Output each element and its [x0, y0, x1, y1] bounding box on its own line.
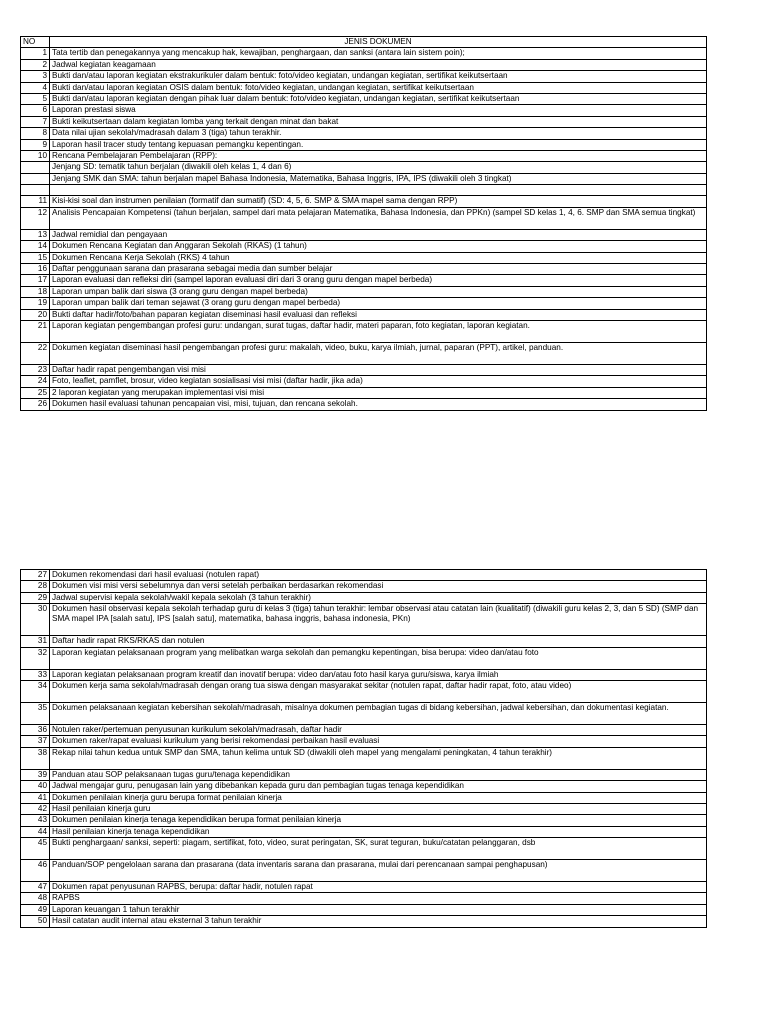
- document-description: Bukti daftar hadir/foto/bahan paparan kegiatan diseminasi hasil evaluasi dan refleksi: [50, 309, 707, 320]
- row-number: 48: [21, 893, 50, 904]
- row-number: 16: [21, 264, 50, 275]
- row-number: 14: [21, 241, 50, 252]
- document-description: Kisi-kisi soal dan instrumen penilaian (formatif dan sumatif) (SD: 4, 5, 6. SMP & SMA mapel sama dengan RPP): [50, 196, 707, 207]
- table-row: [21, 309, 707, 320]
- document-description: Dokumen Rencana Kerja Sekolah (RKS) 4 tahun: [50, 252, 707, 263]
- row-number: 15: [21, 252, 50, 263]
- table-row: [21, 275, 707, 286]
- table-row: [21, 229, 707, 240]
- table-row: [21, 826, 707, 837]
- document-description: Jadwal mengajar guru, penugasan lain yang dibebankan kepada guru dan pembagian tugas tenaga kependidikan: [50, 781, 707, 792]
- table-row: [21, 185, 707, 196]
- document-description: Jadwal remidial dan pengayaan: [50, 229, 707, 240]
- row-number: 32: [21, 647, 50, 669]
- document-description: Daftar penggunaan sarana dan prasarana sebagai media dan sumber belajar: [50, 264, 707, 275]
- table-row: [21, 150, 707, 161]
- table-row: [21, 196, 707, 207]
- table-row: [21, 860, 707, 882]
- row-number: 28: [21, 581, 50, 592]
- table-row: [21, 680, 707, 702]
- row-number: 41: [21, 792, 50, 803]
- table-row: [21, 71, 707, 82]
- table-row: [21, 116, 707, 127]
- table-row: [21, 399, 707, 410]
- table-row: [21, 320, 707, 342]
- document-description: Dokumen pelaksanaan kegiatan kebersihan sekolah/madrasah, misalnya dokumen pembagian tugas di bidang kebersihan, jadwal kebersihan, dan dokumentasi kegiatan.: [50, 702, 707, 724]
- table-header-row: [21, 37, 707, 48]
- document-description: Dokumen hasil evaluasi tahunan pencapaian visi, misi, tujuan, dan rencana sekolah.: [50, 399, 707, 410]
- table-row: [21, 636, 707, 647]
- document-description: Laporan umpan balik dari siswa (3 orang guru dengan mapel berbeda): [50, 286, 707, 297]
- document-description: Hasil penilaian kinerja guru: [50, 803, 707, 814]
- document-description: Dokumen hasil observasi kepala sekolah terhadap guru di kelas 3 (tiga) tahun terakhir: lembar observasi atau catatan lain (kualitatif) (diwakili guru kelas 2, 3, dan 5 SD) (SMP dan SMA mapel IPA [salah satu], IPS [salah satu], matematika, bahasa inggris, bahasa indonesia, PKn): [50, 604, 707, 636]
- document-description: Analisis Pencapaian Kompetensi (tahun berjalan, sampel dari mata pelajaran Matematika, Bahasa Indonesia, dan PPKn) (sampel SD kelas 1, 4, 6. SMP dan SMA semua tingkat): [50, 207, 707, 229]
- document-description: Bukti keikutsertaan dalam kegiatan lomba yang terkait dengan minat dan bakat: [50, 116, 707, 127]
- row-number: 5: [21, 93, 50, 104]
- document-description: Jenjang SMK dan SMA: tahun berjalan mapel Bahasa Indonesia, Matematika, Bahasa Inggris, IPA, IPS (diwakili oleh 3 tingkat): [50, 173, 707, 184]
- document-description: Hasil penilaian kinerja tenaga kependidikan: [50, 826, 707, 837]
- table-row: [21, 342, 707, 364]
- row-number: 23: [21, 364, 50, 375]
- table-row: [21, 207, 707, 229]
- table-row: [21, 364, 707, 375]
- row-number: 42: [21, 803, 50, 814]
- row-number: 46: [21, 860, 50, 882]
- table-row: [21, 702, 707, 724]
- table-row: [21, 815, 707, 826]
- row-number: 19: [21, 298, 50, 309]
- document-description: Panduan atau SOP pelaksanaan tugas guru/tenaga kependidikan: [50, 769, 707, 780]
- row-number: 40: [21, 781, 50, 792]
- row-number: 7: [21, 116, 50, 127]
- table-row: [21, 387, 707, 398]
- table-row: [21, 48, 707, 59]
- table-row: [21, 264, 707, 275]
- document-description: Dokumen visi misi versi sebelumnya dan versi setelah perbaikan berdasarkan rekomendasi: [50, 581, 707, 592]
- document-description: Rencana Pembelajaran Pembelajaran (RPP):: [50, 150, 707, 161]
- document-description: Data nilai ujian sekolah/madrasah dalam 3 (tiga) tahun terakhir.: [50, 128, 707, 139]
- document-description: Laporan kegiatan pengembangan profesi guru: undangan, surat tugas, daftar hadir, materi paparan, foto kegiatan, laporan kegiatan.: [50, 320, 707, 342]
- document-description: 2 laporan kegiatan yang merupakan implementasi visi misi: [50, 387, 707, 398]
- table-row: [21, 803, 707, 814]
- row-number: 45: [21, 838, 50, 860]
- row-number: 6: [21, 105, 50, 116]
- row-number: 2: [21, 59, 50, 70]
- row-number: 20: [21, 309, 50, 320]
- row-number: 49: [21, 904, 50, 915]
- document-description: RAPBS: [50, 893, 707, 904]
- document-description: Jenjang SD: tematik tahun berjalan (diwakili oleh kelas 1, 4 dan 6): [50, 162, 707, 173]
- table-row: [21, 592, 707, 603]
- row-number: 3: [21, 71, 50, 82]
- table-row: [21, 82, 707, 93]
- row-number: 50: [21, 916, 50, 927]
- document-description: Tata tertib dan penegakannya yang mencakup hak, kewajiban, penghargaan, dan sanksi (antara lain sistem poin);: [50, 48, 707, 59]
- row-number: [21, 185, 50, 196]
- row-number: 1: [21, 48, 50, 59]
- row-number: 35: [21, 702, 50, 724]
- document-description: Daftar hadir rapat RKS/RKAS dan notulen: [50, 636, 707, 647]
- table-row: [21, 647, 707, 669]
- document-description: Dokumen kerja sama sekolah/madrasah dengan orang tua siswa dengan masyarakat sekitar (notulen rapat, daftar hadir rapat, foto, atau video): [50, 680, 707, 702]
- document-description: Jadwal supervisi kepala sekolah/wakil kepala sekolah (3 tahun terakhir): [50, 592, 707, 603]
- document-description: Laporan kegiatan pelaksanaan program kreatif dan inovatif berupa: video dan/atau foto hasil karya guru/siswa, karya ilmiah: [50, 669, 707, 680]
- document-description: Dokumen penilaian kinerja guru berupa format penilaian kinerja: [50, 792, 707, 803]
- row-number: [21, 173, 50, 184]
- row-number: 9: [21, 139, 50, 150]
- row-number: 31: [21, 636, 50, 647]
- document-description: Laporan umpan balik dari teman sejawat (3 orang guru dengan mapel berbeda): [50, 298, 707, 309]
- row-number: 38: [21, 747, 50, 769]
- row-number: 39: [21, 769, 50, 780]
- table-row: [21, 173, 707, 184]
- document-description: Dokumen rapat penyusunan RAPBS, berupa: daftar hadir, notulen rapat: [50, 882, 707, 893]
- table-row: [21, 747, 707, 769]
- row-number: 44: [21, 826, 50, 837]
- document-description: Dokumen penilaian kinerja tenaga kependidikan berupa format penilaian kinerja: [50, 815, 707, 826]
- header-title: JENIS DOKUMEN: [50, 37, 707, 48]
- row-number: [21, 162, 50, 173]
- document-description: Laporan prestasi siswa: [50, 105, 707, 116]
- table-row: [21, 724, 707, 735]
- table-row: [21, 769, 707, 780]
- table-row: [21, 882, 707, 893]
- table-row: [21, 241, 707, 252]
- row-number: 27: [21, 570, 50, 581]
- document-description: Bukti penghargaan/ sanksi, seperti: piagam, sertifikat, foto, video, surat peringatan, SK, surat teguran, buku/catatan pelanggaran, dsb: [50, 838, 707, 860]
- table-row: [21, 162, 707, 173]
- document-description: Dokumen raker/rapat evaluasi kurikulum yang berisi rekomendasi perbaikan hasil evaluasi: [50, 736, 707, 747]
- row-number: 26: [21, 399, 50, 410]
- table-row: [21, 604, 707, 636]
- row-number: 11: [21, 196, 50, 207]
- table-row: [21, 286, 707, 297]
- row-number: 18: [21, 286, 50, 297]
- document-description: Bukti dan/atau laporan kegiatan OSIS dalam bentuk: foto/video kegiatan, undangan kegiatan, sertifikat keikutsertaan: [50, 82, 707, 93]
- row-number: 29: [21, 592, 50, 603]
- row-number: 4: [21, 82, 50, 93]
- document-description: Laporan kegiatan pelaksanaan program yang melibatkan warga sekolah dan pemangku kepentingan, bisa berupa: video dan/atau foto: [50, 647, 707, 669]
- table-row: [21, 581, 707, 592]
- table-row: [21, 105, 707, 116]
- document-description: Laporan keuangan 1 tahun terakhir: [50, 904, 707, 915]
- row-number: 33: [21, 669, 50, 680]
- row-number: 47: [21, 882, 50, 893]
- document-description: Bukti dan/atau laporan kegiatan ekstrakurikuler dalam bentuk: foto/video kegiatan, undangan kegiatan, sertifikat keikutsertaan: [50, 71, 707, 82]
- row-number: 30: [21, 604, 50, 636]
- header-no: NO: [21, 37, 50, 48]
- row-number: 43: [21, 815, 50, 826]
- document-description: Laporan hasil tracer study tentang kepuasan pemangku kepentingan.: [50, 139, 707, 150]
- document-description: [50, 185, 707, 196]
- document-description: Rekap nilai tahun kedua untuk SMP dan SMA, tahun kelima untuk SD (diwakili oleh mapel yang mengalami peningkatan, 4 tahun terakhir): [50, 747, 707, 769]
- table-row: [21, 570, 707, 581]
- table-row: [21, 736, 707, 747]
- row-number: 8: [21, 128, 50, 139]
- table-row: [21, 916, 707, 927]
- table-row: [21, 838, 707, 860]
- row-number: 36: [21, 724, 50, 735]
- row-number: 37: [21, 736, 50, 747]
- table-row: [21, 93, 707, 104]
- row-number: 17: [21, 275, 50, 286]
- document-description: Jadwal kegiatan keagamaan: [50, 59, 707, 70]
- table-row: [21, 792, 707, 803]
- table-row: [21, 128, 707, 139]
- table-row: [21, 376, 707, 387]
- row-number: 13: [21, 229, 50, 240]
- document-description: Dokumen rekomendasi dari hasil evaluasi (notulen rapat): [50, 570, 707, 581]
- table-row: [21, 252, 707, 263]
- document-description: Bukti dan/atau laporan kegiatan dengan pihak luar dalam bentuk: foto/video kegiatan, undangan kegiatan, sertifikat keikutsertaan: [50, 93, 707, 104]
- document-description: Hasil catatan audit internal atau eksternal 3 tahun terakhir: [50, 916, 707, 927]
- row-number: 21: [21, 320, 50, 342]
- table-row: [21, 893, 707, 904]
- document-description: Laporan evaluasi dan refleksi diri (sampel laporan evaluasi diri dari 3 orang guru dengan mapel berbeda): [50, 275, 707, 286]
- document-description: Panduan/SOP pengelolaan sarana dan prasarana (data inventaris sarana dan prasarana, mulai dari perencanaan sampai penghapusan): [50, 860, 707, 882]
- row-number: 22: [21, 342, 50, 364]
- document-description: Foto, leaflet, pamflet, brosur, video kegiatan sosialisasi visi misi (daftar hadir, jika ada): [50, 376, 707, 387]
- row-number: 10: [21, 150, 50, 161]
- row-number: 12: [21, 207, 50, 229]
- table-row: [21, 669, 707, 680]
- document-table-1: [20, 36, 707, 411]
- row-number: 25: [21, 387, 50, 398]
- row-number: 24: [21, 376, 50, 387]
- document-table-2: [20, 569, 707, 928]
- table-row: [21, 298, 707, 309]
- table-row: [21, 139, 707, 150]
- document-description: Dokumen Rencana Kegiatan dan Anggaran Sekolah (RKAS) (1 tahun): [50, 241, 707, 252]
- row-number: 34: [21, 680, 50, 702]
- document-description: Dokumen kegiatan diseminasi hasil pengembangan profesi guru: makalah, video, buku, karya ilmiah, jurnal, paparan (PPT), artikel, panduan.: [50, 342, 707, 364]
- table-row: [21, 904, 707, 915]
- document-description: Daftar hadir rapat pengembangan visi misi: [50, 364, 707, 375]
- table-row: [21, 781, 707, 792]
- document-description: Notulen raker/pertemuan penyusunan kurikulum sekolah/madrasah, daftar hadir: [50, 724, 707, 735]
- table-row: [21, 59, 707, 70]
